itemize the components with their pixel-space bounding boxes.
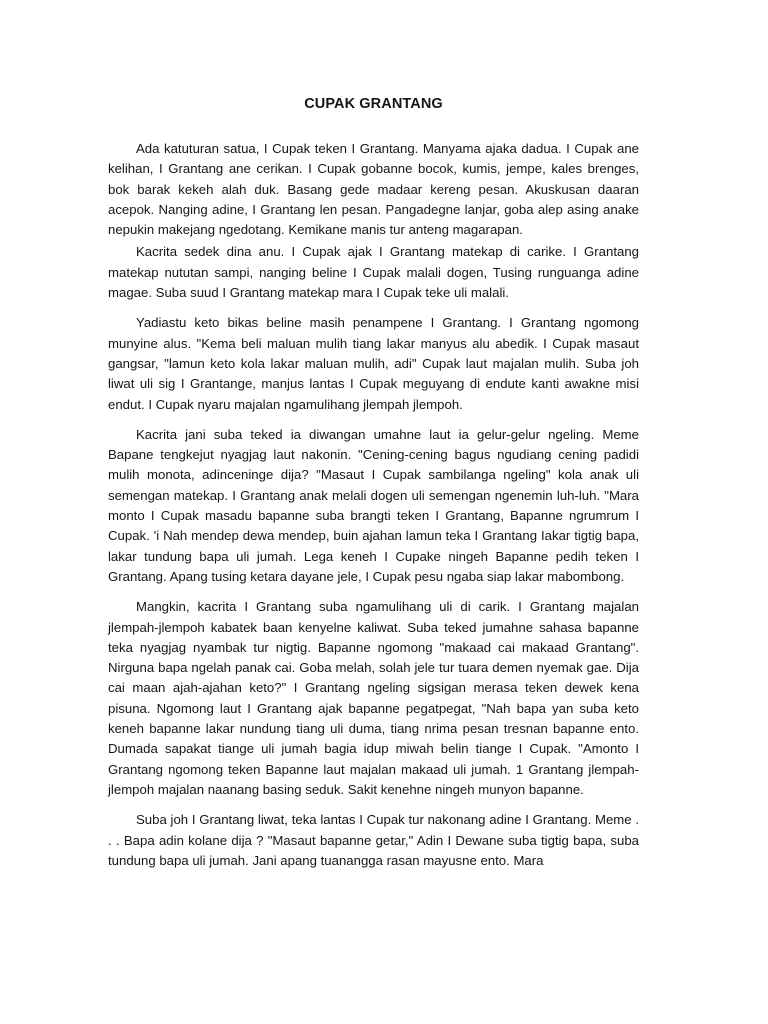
paragraph-3: Yadiastu keto bikas beline masih penampene I Grantang. I Grantang ngomong munyine alus. "Kema beli maluan mulih tiang lakar manyus alu abedik. I Cupak masaut gangsar, "lamun keto kola lakar maluan mulih, adi" Cupak laut majalan mulih. Suba joh liwat uli sig I Grantange, manjus lantas I Cupak meguyang di endute kanti awakne misi endut. I Cupak nyaru majalan ngamulihang jlempah jlempoh.	[108, 315, 639, 412]
paragraph-6: Suba joh I Grantang liwat, teka lantas I Cupak tur nakonang adine I Grantang. Meme . . . Bapa adin kolane dija ? "Masaut bapanne getar," Adin I Dewane suba tigtig bapa, suba tundung bapa uli jumah. Jani apang tuanangga rasan mayusne ento. Mara	[108, 812, 639, 868]
paragraph-5: Mangkin, kacrita I Grantang suba ngamulihang uli di carik. I Grantang majalan jlempah-jlempoh kabatek baan kenyelne kaliwat. Suba teked jumahne sahasa bapanne teka nyagjag nyambak tur nigtig. Bapanne ngomong "makaad cai makaad Grantang". Nirguna bapa ngelah panak cai. Goba melah, solah jele tur tuara demen nyemak gae. Dija cai maan ajah-ajahan keto?" I Grantang ngeling sigsigan merasa teken dewek kena pisuna. Ngomong laut I Grantang ajak bapanne pegatpegat, "Nah bapa yan suba keto keneh bapanne lakar nundung tiang uli duma, tiang nrima pesan tresnan bapanne ento. Dumada sapakat tiange uli jumah bagia idup miwah belin tiange I Cupak. "Amonto I Grantang ngomong teken Bapanne laut majalan makaad uli jumah. 1 Grantang jlempah-jlempoh majalan naanang basing seduk. Sakit kenehne ningeh munyon bapanne.	[108, 599, 639, 797]
paragraph-4: Kacrita jani suba teked ia diwangan umahne laut ia gelur-gelur ngeling. Meme Bapane tengkejut nyagjag laut nakonin. "Cening-cening bagus ngudiang cening padidi mulih monota, adinceninge dija? "Masaut I Cupak sambilanga ngeling" kola anak uli semengan matekap. I Grantang anak melali dogen uli semengan ngenemin luh-luh. "Mara monto I Cupak masadu bapanne suba brangti teken I Grantang, Bapanne ngrumrum I Cupak. 'i Nah mendep dewa mendep, buin ajahan lamun teka I Grantang Iakar tigtig bapa, lakar tundung bapa uli jumah. Lega keneh I Cupake ningeh Bapanne pedih teken I Grantang. Apang tusing ketara dayane jele, I Cupak pesu ngaba siap lakar mabombong.	[108, 426, 639, 584]
document-title: CUPAK GRANTANG	[304, 96, 443, 112]
paragraph-2: Kacrita sedek dina anu. I Cupak ajak I Grantang matekap di carike. I Grantang matekap nututan sampi, nanging beline I Cupak malali dogen, Tusing runguanga adine magae. Suba suud I Grantang matekap mara I Cupak teke uli malali.	[108, 244, 639, 301]
paragraph-1: Ada katuturan satua, I Cupak teken I Grantang. Manyama ajaka dadua. I Cupak ane kelihan, I Grantang ane cerikan. I Cupak gobanne bocok, kumis, jempe, kales brenges, bok barak kekeh alah duk. Basang gede madaar kereng pesan. Akuskusan daaran acepok. Nanging adine, I Grantang len pesan. Pangadegne lanjar, goba alep asing anake nepukin makejang ngedotang. Kemikane manis tur anteng magarapan.	[108, 141, 639, 238]
document-page	[108, 94, 639, 871]
